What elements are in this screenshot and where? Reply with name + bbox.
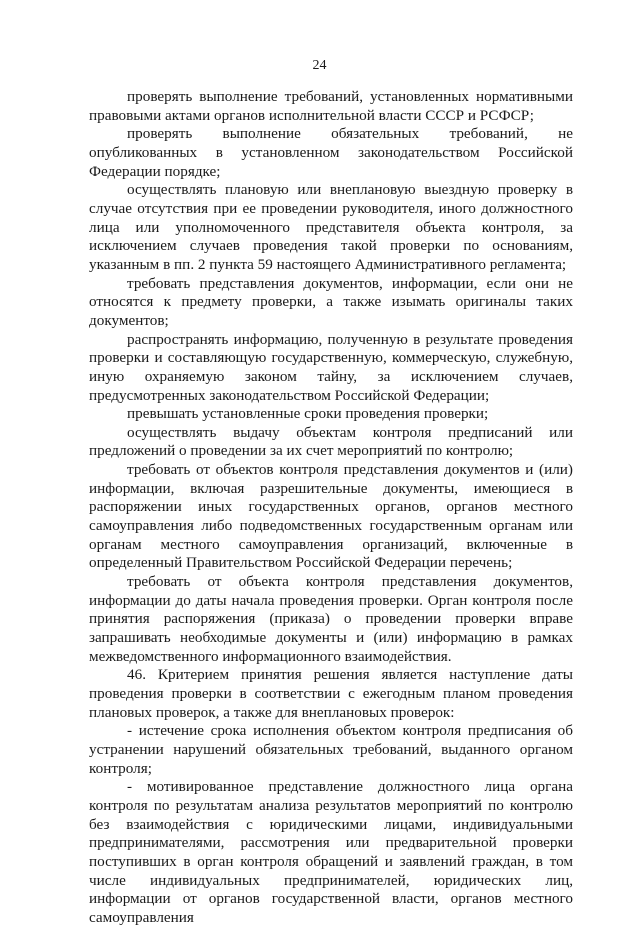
page-number: 24 bbox=[312, 58, 327, 73]
paragraph: превышать установленные сроки проведения проверки; bbox=[127, 405, 489, 423]
paragraph: требовать от объекта контроля представления документов, информации до даты начала проведения проверки. Орган контроля после принятия распоряжения (приказа) о проведении проверки вправе запрашивать необходимые документы и (или) информацию в рамках межведомственного информационного взаимодействия. bbox=[89, 573, 573, 665]
paragraph: проверять выполнение обязательных требований, не опубликованных в установленном законодательством Российской Федерации порядке; bbox=[89, 125, 573, 180]
paragraph: распространять информацию, полученную в результате проведения проверки и составляющую государственную, коммерческую, служебную, иную охраняемую законом тайну, за исключением случаев, предусмотренных законодательством Российской Федерации; bbox=[89, 330, 573, 404]
paragraph: осуществлять выдачу объектам контроля предписаний или предложений о проведении за их счет мероприятий по контролю; bbox=[89, 423, 573, 460]
paragraph: осуществлять плановую или внеплановую выездную проверку в случае отсутствия при ее проведении руководителя, иного должностного лица или уполномоченного представителя объекта контроля, за исключением случаев проведения такой проверки по основаниям, указанным в пп. 2 пункта 59 настоящего Административного регламента; bbox=[89, 181, 573, 273]
paragraph: - истечение срока исполнения объектом контроля предписания об устранении нарушений обязательных требований, выданного органом контроля; bbox=[89, 722, 573, 777]
paragraph: требовать от объектов контроля представления документов и (или) информации, включая разрешительные документы, имеющиеся в распоряжении иных государственных органов, органов местного самоуправления либо подведомственных государственным органам или органам местного самоуправления организаций, включенные в определенный Правительством Российской Федерации перечень; bbox=[89, 461, 573, 572]
paragraph: - мотивированное представление должностного лица органа контроля по результатам анализа результатов мероприятий по контролю без взаимодействия с юридическими лицами, индивидуальными предпринимателями, рассмотрения или предварительной проверки поступивших в орган контроля обращений и заявлений граждан, в том числе индивидуальных предпринимателей, юридических лиц, информации от органов государственной власти, органов местного самоуправления bbox=[89, 778, 573, 926]
document-body bbox=[89, 88, 573, 928]
paragraph: требовать представления документов, информации, если они не относятся к предмету проверки, а также изымать оригиналы таких документов; bbox=[89, 274, 573, 329]
paragraph: проверять выполнение требований, установленных нормативными правовыми актами органов исполнительной власти СССР и РСФСР; bbox=[89, 88, 573, 124]
paragraph: 46. Критерием принятия решения является наступление даты проведения проверки в соответствии с ежегодным планом проведения плановых проверок, а также для внеплановых проверок: bbox=[89, 666, 573, 721]
